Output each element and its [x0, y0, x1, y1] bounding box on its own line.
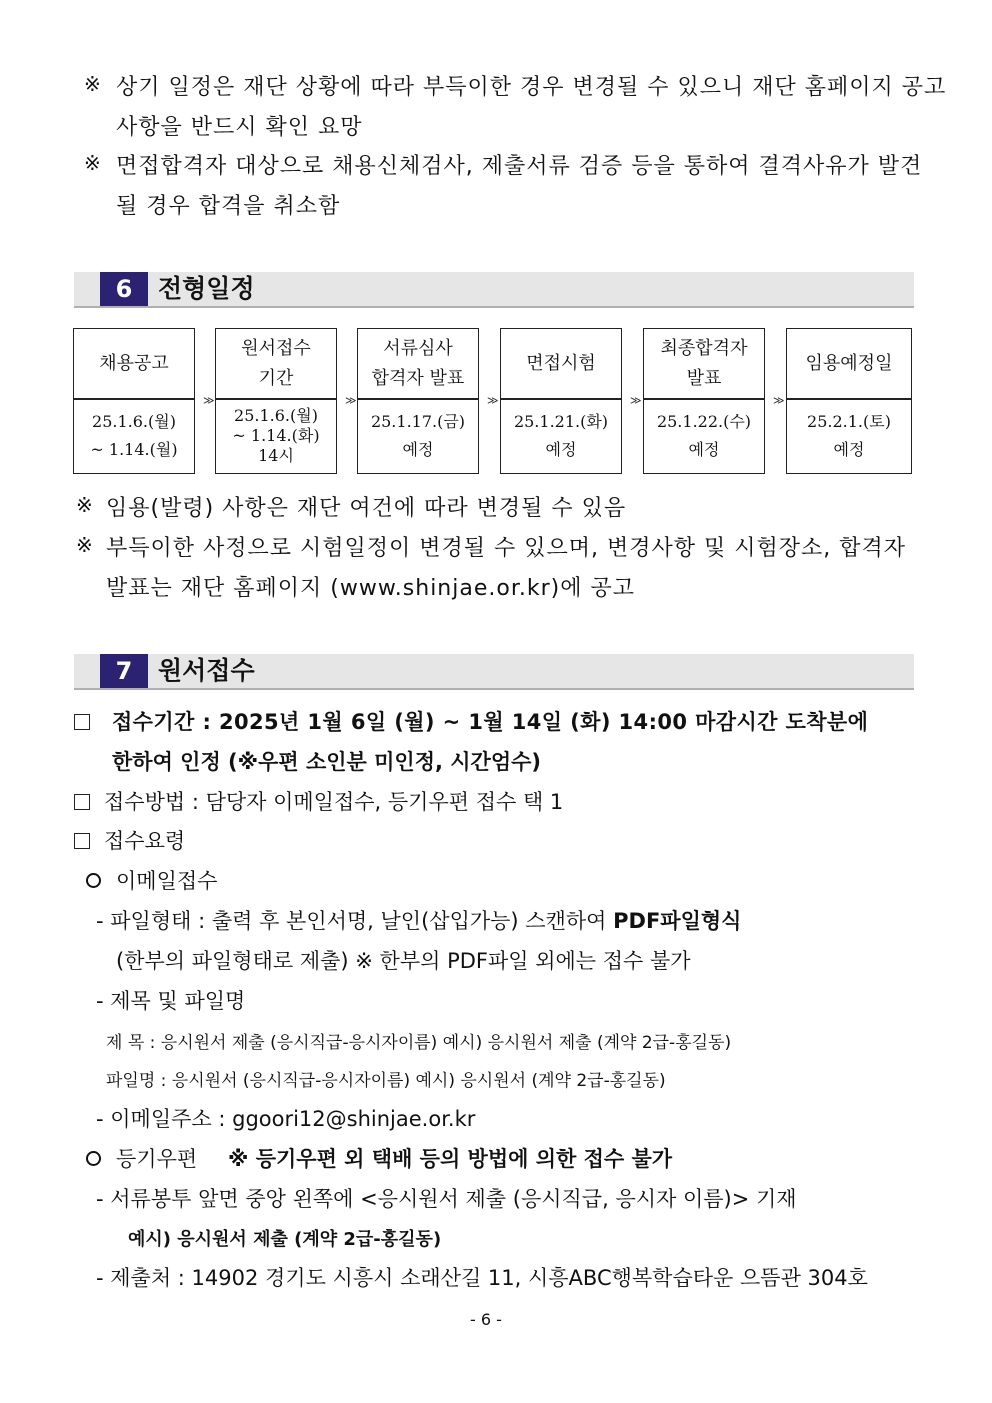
step-label-line2: 발표	[686, 367, 722, 389]
step-label: 채용공고	[99, 352, 169, 374]
flow-arrow-icon: ≫	[773, 394, 785, 407]
flow-arrow-icon: ≫	[345, 394, 357, 407]
schedule-step-interview	[500, 328, 622, 474]
step-time: 14시	[258, 446, 294, 465]
step-date: 25.1.6.(월)	[92, 412, 176, 431]
note-schedule-change-line1: 상기 일정은 재단 상황에 따라 부득이한 경우 변경될 수 있으니 재단 홈페이지 공고	[116, 75, 947, 100]
step-date: 25.1.17.(금)	[370, 412, 466, 431]
file-type-instruction	[96, 905, 741, 935]
reference-mark: ※	[76, 533, 93, 557]
section-title: 원서접수	[158, 656, 255, 685]
application-period-line1: 접수기간 : 2025년 1월 6일 (월) ~ 1월 14일 (화) 14:00 마감시간 도착분에	[112, 710, 869, 734]
note-appointment-change: 임용(발령) 사항은 재단 여건에 따라 변경될 수 있음	[106, 496, 627, 521]
envelope-example: 예시) 응시원서 제출 (계약 2급-홍길동)	[128, 1229, 442, 1250]
schedule-step-final-result	[643, 328, 765, 474]
email-address: - 이메일주소 : ggoori12@shinjae.or.kr	[96, 1107, 476, 1131]
step-status: 예정	[545, 440, 577, 459]
step-label: 최종합격자	[660, 337, 748, 359]
note-disqualification-line1: 면접합격자 대상으로 채용신체검사, 제출서류 검증 등을 통하여 결격사유가 발견	[116, 154, 923, 179]
section-title: 전형일정	[158, 274, 255, 303]
flow-arrow-icon: ≫	[487, 394, 499, 407]
step-status: 예정	[833, 440, 865, 459]
application-guide-title: 접수요령	[104, 829, 186, 853]
schedule-step-document-result	[357, 328, 479, 474]
step-label: 서류심사	[383, 337, 453, 359]
step-label: 임용예정일	[805, 352, 893, 374]
circle-bullet-icon	[86, 1151, 101, 1166]
step-date-end: ~ 1.14.(월)	[90, 440, 178, 459]
email-submission-title: 이메일접수	[116, 869, 218, 893]
step-date: 25.1.22.(수)	[656, 412, 752, 431]
reference-mark: ※	[84, 151, 101, 175]
step-status: 예정	[688, 440, 720, 459]
file-type-format: PDF파일형식	[613, 909, 742, 933]
checkbox-square-icon	[74, 714, 90, 730]
schedule-step-recruitment-notice	[73, 328, 195, 474]
file-type-text: - 파일형태 : 출력 후 본인서명, 날인(삽입가능) 스캔하여	[96, 909, 614, 933]
step-label-line2: 기간	[258, 367, 294, 389]
section-header-schedule	[74, 272, 914, 308]
application-period-line2: 한하여 인정 (※우편 소인분 미인정, 시간엄수)	[112, 750, 542, 774]
header-underline	[74, 306, 914, 308]
note-exam-schedule-line1: 부득이한 사정으로 시험일정이 변경될 수 있으며, 변경사항 및 시험장소, 합격자	[106, 536, 906, 561]
step-date-end: ~ 1.14.(화)	[232, 426, 320, 445]
file-type-note: (한부의 파일형태로 제출) ※ 한부의 PDF파일 외에는 접수 불가	[116, 949, 691, 973]
step-label: 원서접수	[241, 337, 311, 359]
subject-filename-heading: - 제목 및 파일명	[96, 989, 246, 1013]
page-number: - 6 -	[470, 1310, 502, 1329]
step-date: 25.2.1.(토)	[807, 412, 891, 431]
step-date: 25.1.6.(월)	[234, 406, 318, 425]
section-number: 7	[100, 654, 148, 688]
schedule-step-application-period	[215, 328, 337, 474]
checkbox-square-icon	[74, 794, 90, 810]
step-date: 25.1.21.(화)	[513, 412, 609, 431]
step-label: 면접시험	[526, 352, 596, 374]
header-underline	[74, 688, 914, 690]
note-exam-schedule-line2: 발표는 재단 홈페이지 (www.shinjae.or.kr)에 공고	[106, 576, 635, 601]
circle-bullet-icon	[86, 873, 101, 888]
section-number: 6	[100, 272, 148, 306]
schedule-step-appointment	[786, 328, 912, 474]
submission-address: - 제출처 : 14902 경기도 시흥시 소래산길 11, 시흥ABC행복학습타운 으뜸관 304호	[96, 1266, 868, 1290]
note-disqualification-line2: 될 경우 합격을 취소함	[116, 194, 341, 219]
step-status: 예정	[402, 440, 434, 459]
registered-mail-note: ※ 등기우편 외 택배 등의 방법에 의한 접수 불가	[228, 1147, 673, 1171]
checkbox-square-icon	[74, 833, 90, 849]
note-schedule-change-line2: 사항을 반드시 확인 요망	[116, 115, 363, 140]
registered-mail-title: 등기우편	[116, 1147, 198, 1171]
envelope-instruction: - 서류봉투 앞면 중앙 왼쪽에 <응시원서 제출 (응시직급, 응시자 이름)> 기재	[96, 1187, 797, 1211]
flow-arrow-icon: ≫	[630, 394, 642, 407]
reference-mark: ※	[84, 72, 101, 96]
reference-mark: ※	[76, 493, 93, 517]
flow-arrow-icon: ≫	[203, 394, 215, 407]
email-subject-example: 제 목 : 응시원서 제출 (응시직급-응시자이름) 예시) 응시원서 제출 (계약 2급-홍길동)	[106, 1033, 732, 1053]
application-method: 접수방법 : 담당자 이메일접수, 등기우편 접수 택 1	[104, 790, 564, 814]
section-header-application	[74, 654, 914, 690]
filename-example: 파일명 : 응시원서 (응시직급-응시자이름) 예시) 응시원서 (계약 2급-홍길동)	[106, 1071, 666, 1091]
step-label-line2: 합격자 발표	[371, 367, 465, 389]
